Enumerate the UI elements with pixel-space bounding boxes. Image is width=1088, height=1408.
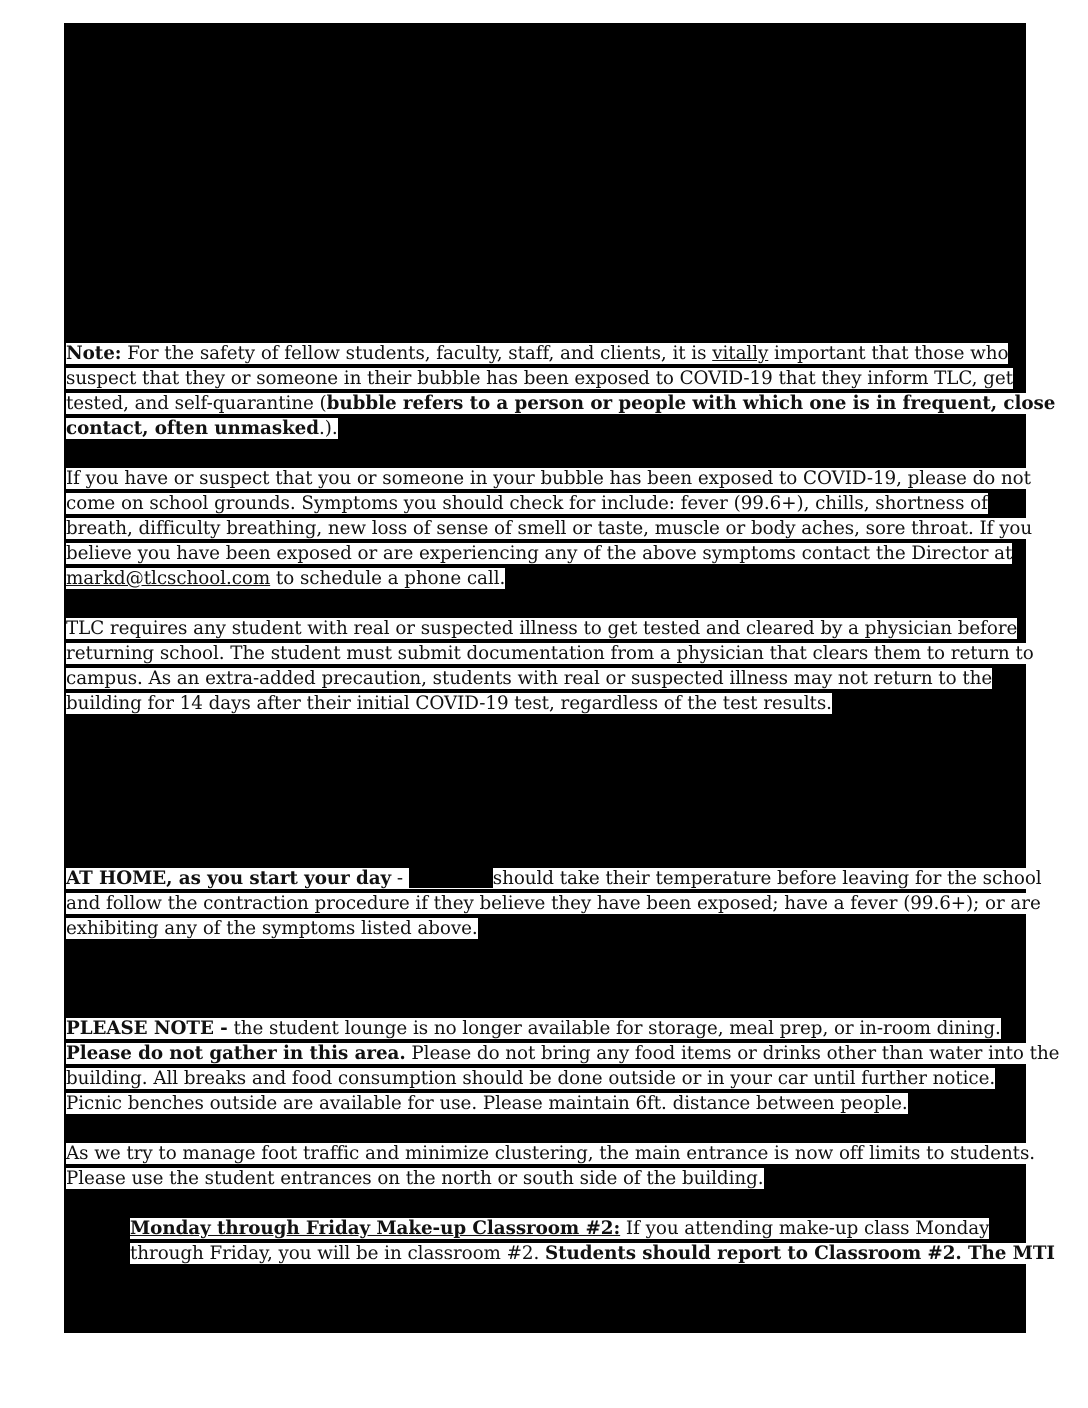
please-note-heading: PLEASE NOTE -: [66, 1018, 228, 1039]
exposure-line-4: believe you have been exposed or are experiencing any of the above symptoms contact the Director at: [66, 543, 1013, 564]
makeup-line-1: Monday through Friday Make-up Classroom #2: If you attending make-up class Monday: [130, 1218, 990, 1239]
at-home-heading: AT HOME, as you start your day: [66, 868, 392, 889]
note-label: Note:: [66, 343, 122, 364]
note-line-2: suspect that they or someone in their bubble has been exposed to COVID-19 that they inform TLC, get: [66, 368, 1013, 389]
director-email-link[interactable]: markd@tlcschool.com: [66, 568, 271, 589]
testing-line-2: returning school. The student must submit documentation from a physician that clears them to return to: [66, 643, 1034, 664]
makeup-classroom-heading: Monday through Friday Make-up Classroom #2:: [130, 1218, 621, 1239]
exposure-line-5: markd@tlcschool.com to schedule a phone call.: [66, 568, 506, 589]
at-home-line-1: AT HOME, as you start your day - should take their temperature before leaving for the school: [66, 868, 1042, 889]
at-home-line-3: exhibiting any of the symptoms listed above.: [66, 918, 478, 939]
testing-line-1: TLC requires any student with real or suspected illness to get tested and cleared by a physician before: [66, 618, 1018, 639]
lounge-line-1: PLEASE NOTE - the student lounge is no longer available for storage, meal prep, or in-room dining.: [66, 1018, 1001, 1039]
entrance-line-2: Please use the student entrances on the north or south side of the building.: [66, 1168, 764, 1189]
lounge-line-4: Picnic benches outside are available for use. Please maintain 6ft. distance between people.: [66, 1093, 908, 1114]
at-home-line-2: and follow the contraction procedure if they believe they have been exposed; have a fever (99.6+); or are: [66, 893, 1041, 914]
lounge-line-3: building. All breaks and food consumption should be done outside or in your car until further notice.: [66, 1068, 996, 1089]
note-line-4: contact, often unmasked.).: [66, 418, 338, 439]
testing-line-3: campus. As an extra-added precaution, students with real or suspected illness may not return to the: [66, 668, 993, 689]
testing-line-4: building for 14 days after their initial COVID-19 test, regardless of the test results.: [66, 693, 832, 714]
note-line-3: tested, and self-quarantine (bubble refers to a person or people with which one is in frequent, close: [66, 393, 1056, 414]
makeup-line-2: through Friday, you will be in classroom #2. Students should report to Classroom #2. The MTI: [130, 1243, 1055, 1264]
exposure-line-1: If you have or suspect that you or someone in your bubble has been exposed to COVID-19, please do not: [66, 468, 1031, 489]
exposure-line-3: breath, difficulty breathing, new loss of sense of smell or taste, muscle or body aches, sore throat. If you: [66, 518, 1033, 539]
note-line-1: Note: For the safety of fellow students, faculty, staff, and clients, it is vitally important that those who: [66, 343, 1009, 364]
vitally-word: vitally: [712, 343, 769, 364]
entrance-line-1: As we try to manage foot traffic and minimize clustering, the main entrance is now off limits to students.: [66, 1143, 1036, 1164]
exposure-line-2: come on school grounds. Symptoms you should check for include: fever (99.6+), chills, shortness of: [66, 493, 988, 514]
redacted-word: [409, 866, 493, 888]
lounge-line-2: Please do not gather in this area. Please do not bring any food items or drinks other than water into the: [66, 1043, 1060, 1064]
